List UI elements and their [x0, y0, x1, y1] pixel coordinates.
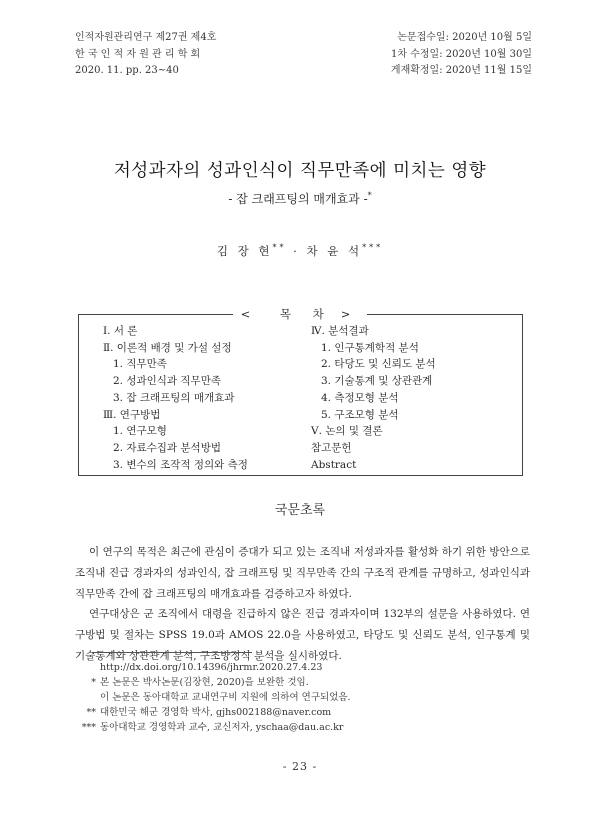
issue-info: 2020. 11. pp. 23~40 [75, 65, 179, 76]
abstract-paragraph: 연구대상은 군 조직에서 대령을 진급하지 않은 진급 경과자이며 132부의 설문을 사용하였다. 연구방법 및 절차는 SPSS 19.0과 AMOS 22.0을 사용하였고, 타당도 및 신뢰도 분석, 인구통계 및 기술통계와 상관관계 분석, 구조방정식 분석을 실시하였다. [75, 608, 530, 662]
toc-item: 1. 인구통계학적 분석 [321, 341, 419, 354]
author-1: 김 장 현 [216, 244, 273, 258]
toc-item: Ⅱ. 이론적 배경 및 가설 설정 [103, 341, 232, 354]
footnote-text: 본 논문은 박사논문(김장현, 2020)을 보완한 것임. [100, 677, 309, 688]
toc-title-text: 목 차 [272, 307, 341, 321]
author-separator: · [293, 244, 300, 258]
footnote-mark: ** [86, 707, 96, 718]
revised-date: 1차 수정일: 2020년 10월 30일 [391, 48, 532, 60]
abstract-body [75, 542, 530, 667]
journal-name: 인적자원관리연구 제27권 제4호 [75, 32, 217, 43]
toc-item: Ⅰ. 서 론 [103, 325, 138, 337]
toc-item: 2. 자료수집과 분석방법 [113, 441, 221, 454]
toc-item: 4. 측정모형 분석 [321, 391, 399, 404]
toc-item: 2. 성과인식과 직무만족 [113, 375, 221, 388]
author-line [0, 243, 600, 259]
society-name: 한 국 인 적 자 원 관 리 학 회 [75, 48, 201, 60]
footnote-text: 동아대학교 경영학과 교수, 교신저자, yschaa@dau.ac.kr [100, 722, 344, 733]
toc-item: 1. 직무만족 [113, 358, 167, 371]
toc-item: 1. 연구모형 [113, 425, 167, 438]
toc-item: 3. 변수의 조작적 정의와 측정 [113, 458, 248, 471]
footnote-mark: * [91, 677, 96, 688]
paper-subtitle [0, 190, 600, 207]
page-number: - 23 - [282, 760, 318, 773]
author-2: 차 윤 석 [306, 244, 363, 258]
abstract-paragraph: 이 연구의 목적은 최근에 관심이 증대가 되고 있는 조직내 저성과자를 활성화 하기 위한 방안으로 조직내 진급 경과자의 성과인식, 잡 크래프팅 및 직무만족 간의 구조적 관계를 규명하고, 성과인식과 직무만족 간에 잡 크래프팅의 매개효과를 검증하고자 하였다. [75, 546, 530, 600]
toc-item: 참고문헌 [311, 441, 352, 454]
toc-item: 5. 구조모형 분석 [321, 408, 399, 421]
subtitle-footnote-mark: * [367, 191, 372, 200]
paper-title: 저성과자의 성과인식이 직무만족에 미치는 영향 [113, 161, 487, 181]
author-1-mark: ** [272, 243, 287, 253]
footnote-text: 대한민국 해군 경영학 박사, gjhs002188@naver.com [100, 707, 332, 718]
toc-item: 3. 잡 크래프팅의 매개효과 [113, 391, 235, 404]
footnotes [78, 660, 351, 735]
toc-title: < 목 차 > [0, 303, 600, 322]
date-header [391, 30, 532, 80]
footnote-1-cont: 이 논문은 동아대학교 교내연구비 지원에 의하여 연구되었음. [100, 692, 351, 703]
accepted-date: 게재확정일: 2020년 11월 15일 [390, 65, 532, 76]
toc-item: Ⅴ. 논의 및 결론 [311, 425, 383, 438]
footnote-divider [92, 652, 252, 653]
toc-item: Abstract [311, 458, 357, 471]
toc-item: 2. 타당도 및 신뢰도 분석 [321, 358, 436, 371]
journal-header [75, 30, 216, 80]
footnote-2 [78, 705, 351, 720]
toc-item: Ⅳ. 분석결과 [311, 325, 369, 337]
subtitle-text: - 잡 크래프팅의 매개효과 - [228, 192, 368, 206]
doi-link[interactable]: http://dx.doi.org/10.14396/jhrmr.2020.27.4.23 [100, 662, 323, 673]
footnote-1 [78, 675, 351, 690]
footnote-3 [78, 720, 351, 735]
received-date: 논문접수일: 2020년 10월 5일 [397, 32, 532, 43]
abstract-heading: 국문초록 [274, 503, 326, 518]
toc-left-column [103, 323, 248, 473]
toc-right-column [311, 323, 436, 473]
toc-item: Ⅲ. 연구방법 [103, 408, 161, 421]
toc-item: 3. 기술통계 및 상관관계 [321, 375, 433, 388]
author-2-mark: *** [362, 243, 384, 253]
footnote-mark: *** [81, 722, 96, 733]
